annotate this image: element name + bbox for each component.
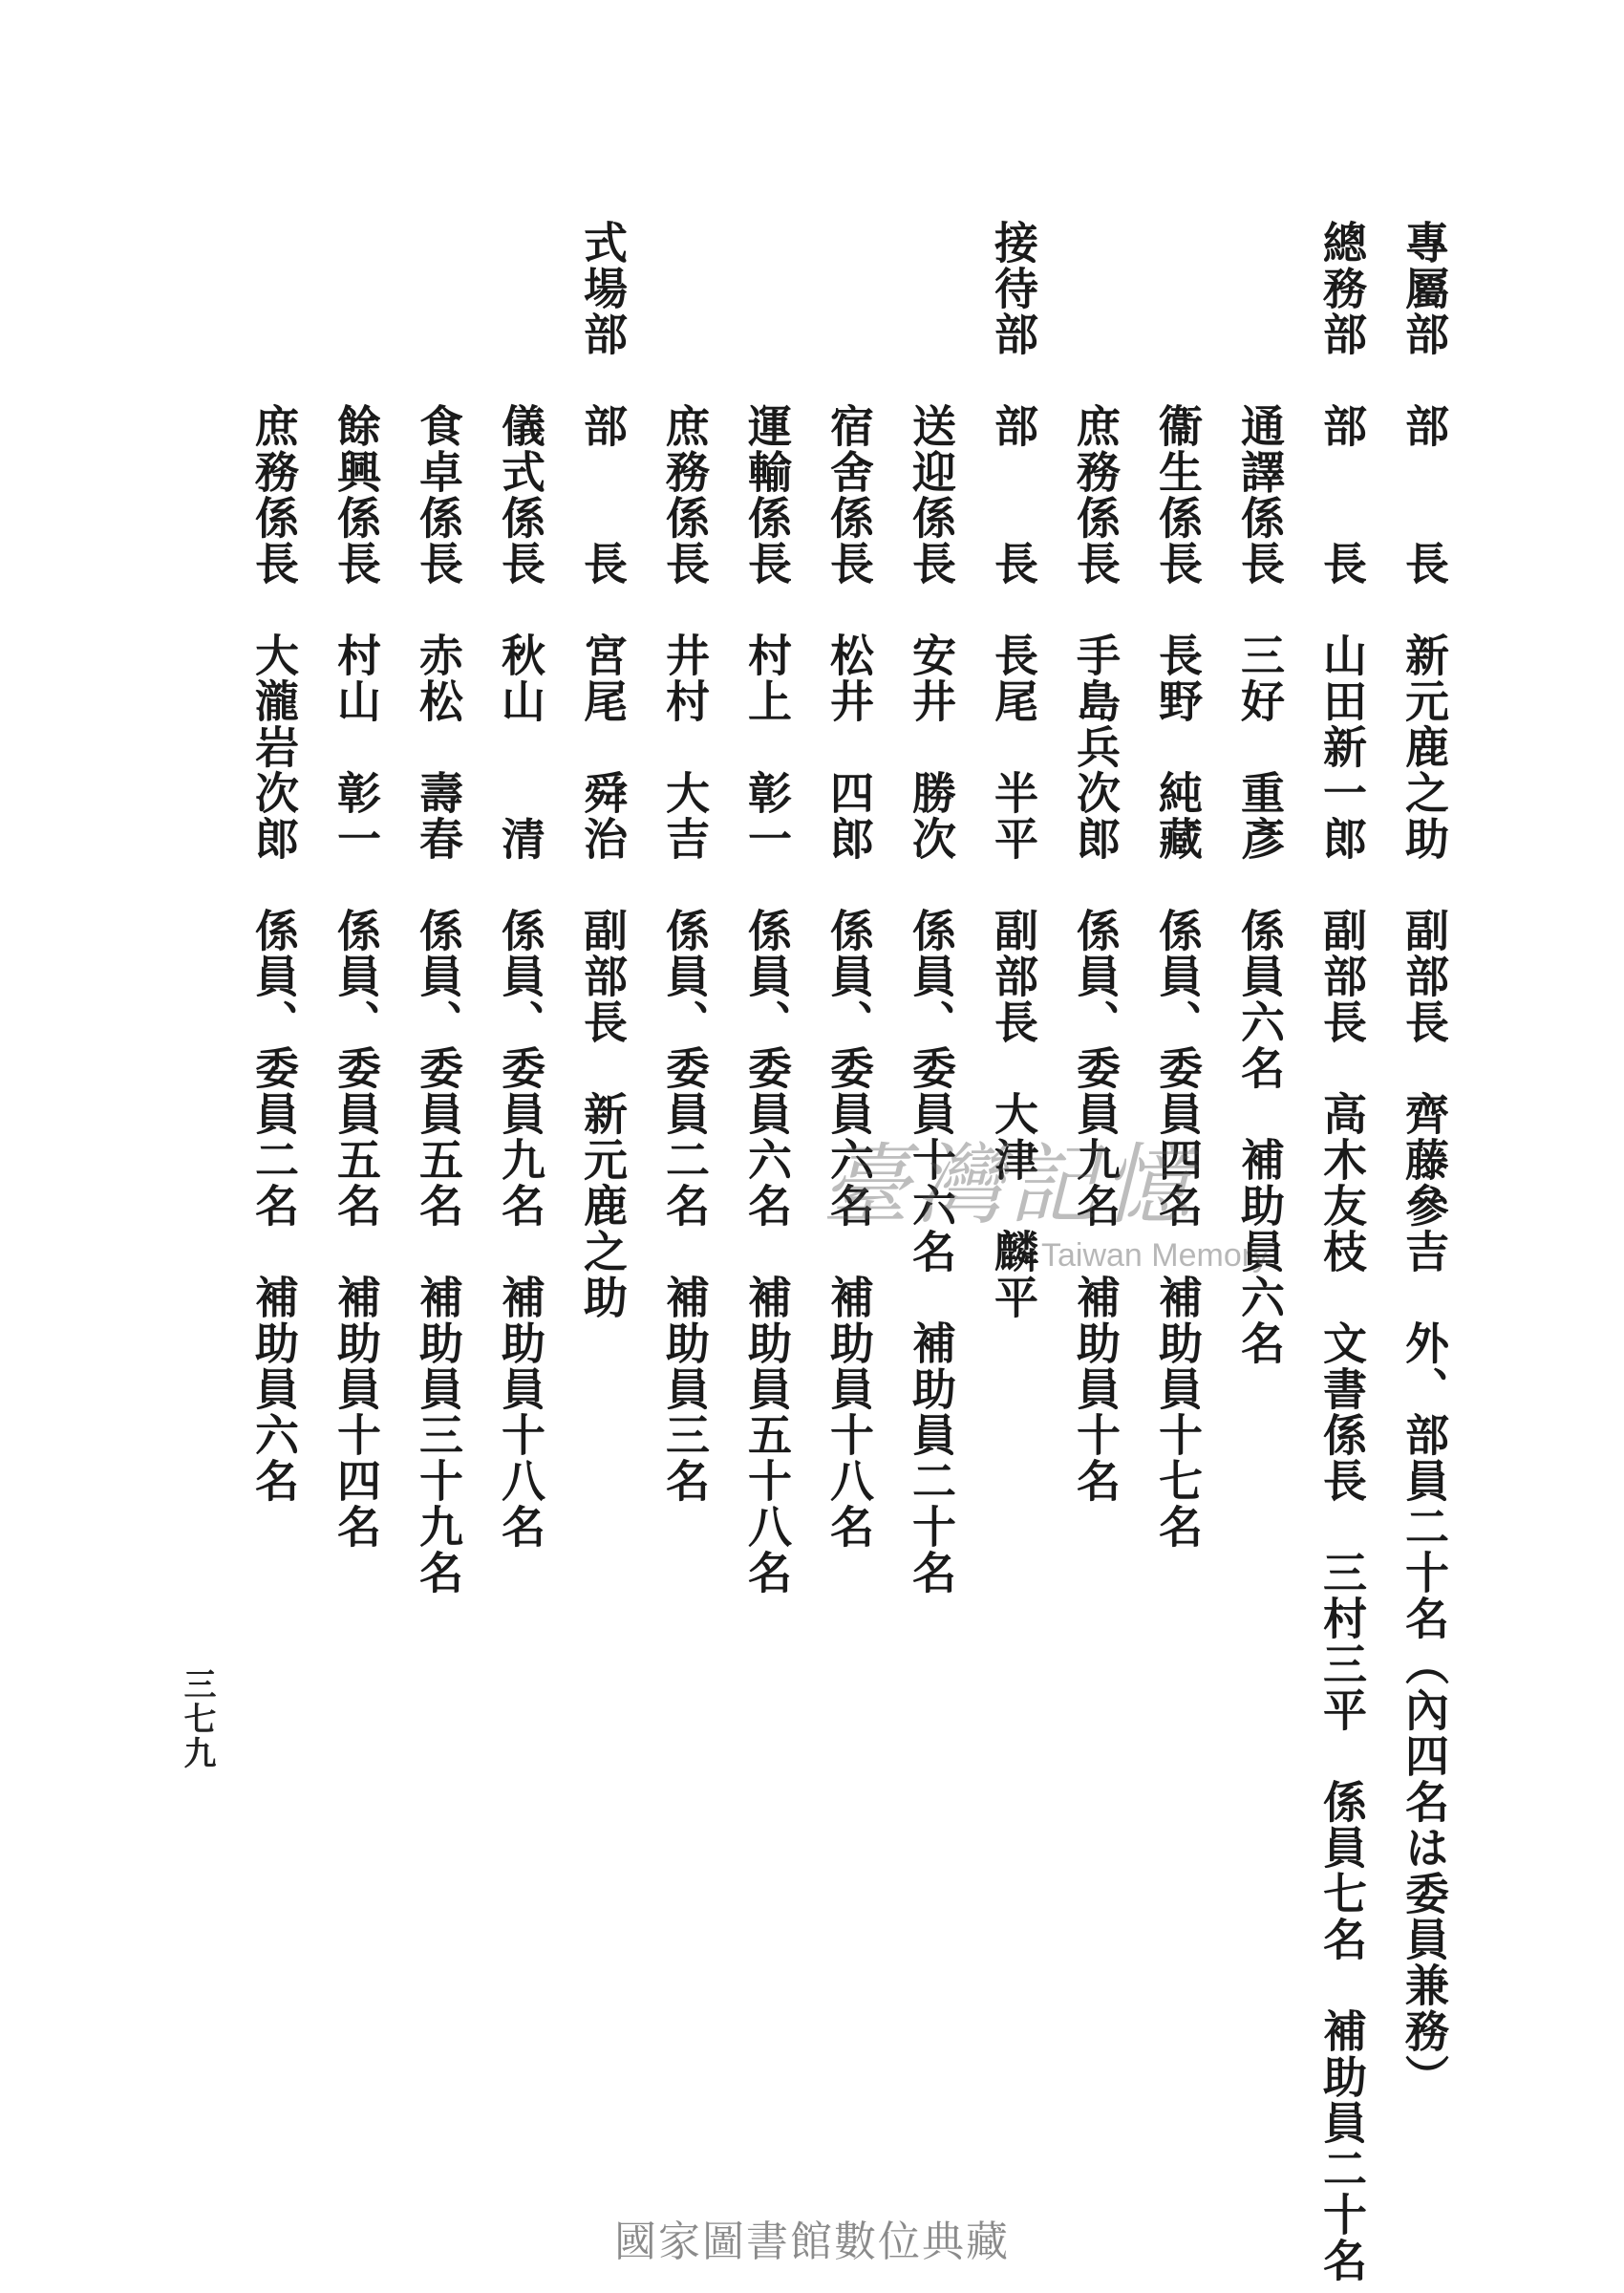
footer-label: 國家圖書館數位典藏 xyxy=(614,2218,1010,2266)
text-column-13: 食卓係長 赤松 壽春 係員、委員五名 補助員三十九名 xyxy=(413,220,464,1596)
text-column-14: 餘興係長 村山 彰一 係員、委員五名 補助員十四名 xyxy=(331,220,382,1550)
text-column-3: 通譯係長 三好 重彥 係員六名 補助員六名 xyxy=(1234,220,1286,1366)
text-column-2: 總務部 部 長 山田新一郎 副部長 高木友枝 文書係長 三村三平 係員七名 補助員二十名 xyxy=(1316,220,1368,2283)
text-column-12: 儀式係長 秋山 清 係員、委員九名 補助員十八名 xyxy=(495,220,546,1550)
text-column-8: 宿舍係長 松井 四郎 係員、委員六名 補助員十八名 xyxy=(823,220,875,1550)
text-column-10: 庶務係長 井村 大吉 係員、委員二名 補助員三名 xyxy=(659,220,711,1504)
text-column-7: 送迎係長 安井 勝次 係員、委員十六名 補助員二十名 xyxy=(906,220,957,1596)
watermark-title: 臺灣記憶 xyxy=(822,1134,1197,1236)
text-column-4: 衞生係長 長野 純藏 係員、委員四名 補助員十七名 xyxy=(1152,220,1204,1550)
text-column-11: 式場部 部 長 宮尾 舜治 副部長 新元鹿之助 xyxy=(577,220,629,1320)
page-number: 三七九 xyxy=(178,1667,216,1770)
text-column-9: 運輸係長 村上 彰一 係員、委員六名 補助員五十八名 xyxy=(741,220,793,1596)
text-column-1: 專屬部 部 長 新元鹿之助 副部長 齊藤參吉 外、部員二十名（內四名は委員兼務） xyxy=(1399,220,1450,2100)
text-column-5: 庶務係長 手島兵次郎 係員、委員九名 補助員十名 xyxy=(1070,220,1122,1504)
watermark-subtitle: Taiwan Memory xyxy=(1041,1237,1270,1274)
text-column-15: 庶務係長 大瀧岩次郎 係員、委員二名 補助員六名 xyxy=(248,220,300,1504)
text-column-6: 接待部 部 長 長尾 半平 副部長 大津 麟平 xyxy=(988,220,1039,1320)
